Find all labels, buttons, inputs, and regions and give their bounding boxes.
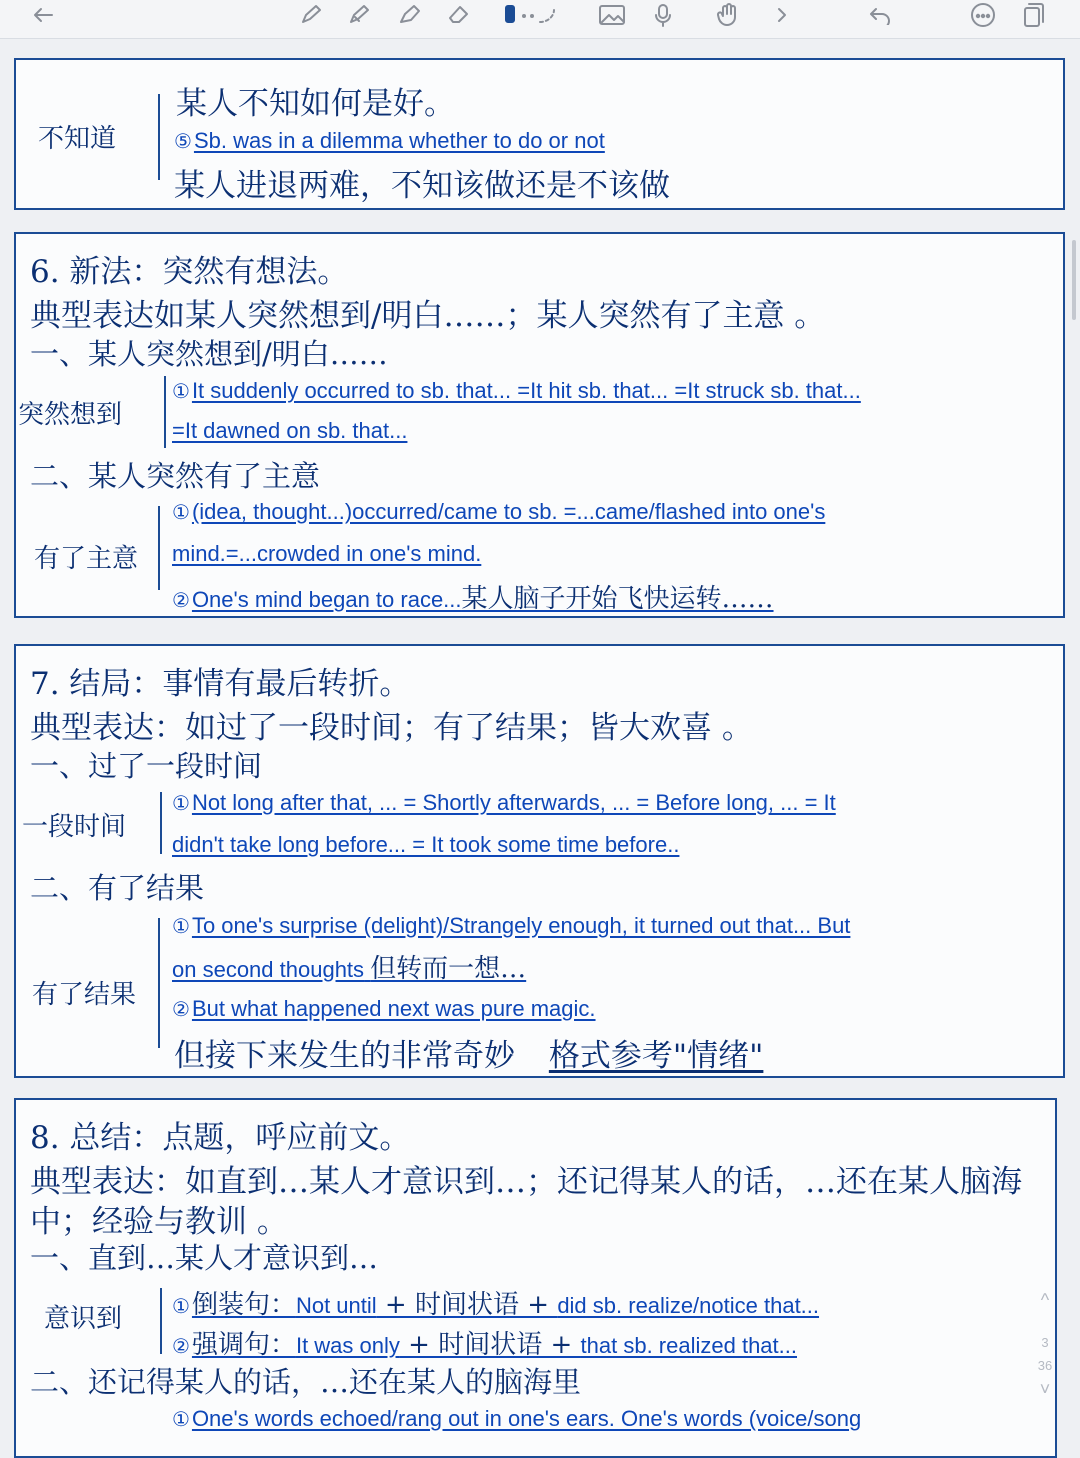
hand-icon[interactable]	[712, 0, 744, 30]
item-text: One's words echoed/rang out in one's ears. One's words (voice/song	[191, 1406, 862, 1431]
item-label: 倒装句：	[191, 1290, 296, 1320]
item-connector: + 时间状语 +	[376, 1290, 558, 1320]
item-chinese: 但接下来发生的非常奇妙	[174, 1038, 515, 1074]
image-icon[interactable]	[596, 0, 628, 30]
item-number: ①	[172, 381, 190, 403]
item-connector: + 时间状语 +	[399, 1330, 581, 1360]
section-8-bracket-1	[160, 1288, 162, 1354]
item-text: It suddenly occurred to sb. that... =It hit sb. that... =It struck sb. that...	[191, 378, 861, 403]
item-label: 强调句：	[191, 1330, 296, 1360]
section-8-item-2	[172, 1324, 797, 1361]
item-text: To one's surprise (delight)/Strangely enough, it turned out that... But	[191, 913, 851, 938]
section-6-typical: 典型表达如某人突然想到/明白……；某人突然有了主意 。	[30, 298, 826, 334]
section-6-side-1: 突然想到	[18, 400, 123, 430]
section-6-item-1-line-2: =It dawned on sb. that...	[172, 418, 408, 443]
item-number: ①	[172, 1296, 190, 1318]
section-5-item-5	[174, 128, 605, 154]
page-up-icon[interactable]: ^	[1040, 1290, 1050, 1310]
highlighter-icon[interactable]	[344, 0, 376, 30]
lasso-icon[interactable]	[500, 0, 560, 30]
back-arrow-icon[interactable]	[28, 0, 58, 30]
section-5-bracket	[158, 94, 160, 180]
item-number: ①	[172, 502, 190, 524]
microphone-icon[interactable]	[648, 0, 678, 30]
section-7-side-2: 有了结果	[32, 980, 137, 1010]
section-5-top-line: 某人不知如何是好。	[176, 86, 455, 122]
more-icon[interactable]	[966, 0, 1000, 30]
item-text: did sb. realize/notice that...	[557, 1293, 820, 1318]
section-6-bracket-1	[164, 376, 166, 448]
section-6-item-2-line-1	[172, 499, 825, 525]
section-5-side-label: 不知道	[38, 124, 117, 154]
section-7-item-3	[172, 996, 596, 1022]
toolbar	[0, 0, 1080, 39]
section-6-item-3	[172, 578, 774, 615]
section-8-typical-2: 中；经验与教训 。	[30, 1204, 288, 1240]
section-6-bracket-2	[158, 506, 160, 590]
item-text: on second thoughts	[172, 957, 365, 982]
current-page: 3	[1041, 1335, 1049, 1350]
item-text: Not long after that, ... = Shortly afterwards, ... = Before long, ... = It	[191, 790, 836, 815]
pages-icon[interactable]	[1016, 0, 1050, 30]
page-indicator	[1028, 1290, 1062, 1400]
section-8-title: 8. 总结：点题，呼应前文。	[30, 1120, 411, 1156]
item-number: ①	[172, 916, 190, 938]
item-text: Sb. was in a dilemma whether to do or not	[193, 128, 605, 153]
item-number: ⑤	[174, 131, 192, 153]
item-number: ①	[172, 793, 190, 815]
page-down-icon[interactable]: ˅	[1039, 1379, 1051, 1399]
vertical-scrollbar[interactable]	[1072, 240, 1076, 320]
section-6-side-2: 有了主意	[34, 544, 139, 574]
section-8-typical-1: 典型表达：如直到…某人才意识到…；还记得某人的话，…还在某人脑海	[30, 1164, 1022, 1200]
item-text: It was only	[295, 1333, 400, 1358]
section-7-item-1-line-1	[172, 790, 836, 816]
item-text: that sb. realized that...	[580, 1333, 797, 1358]
section-7-item-1-line-2: didn't take long before... = It took some time before..	[172, 832, 680, 857]
section-7-item-2-line-2	[172, 948, 526, 985]
pen-icon[interactable]	[296, 0, 328, 30]
section-6-sub-1: 一、某人突然想到/明白……	[30, 337, 388, 371]
chevron-right-icon[interactable]	[770, 0, 794, 30]
total-pages: 36	[1037, 1358, 1053, 1373]
eraser-icon[interactable]	[444, 0, 476, 30]
section-7-sub-2: 二、有了结果	[30, 871, 205, 905]
section-8-side-1: 意识到	[44, 1304, 123, 1334]
section-8-sub-1: 一、直到…某人才意识到…	[30, 1241, 379, 1275]
section-7-title: 7. 结局：事情有最后转折。	[30, 666, 411, 702]
section-6-title: 6. 新法：突然有想法。	[30, 254, 349, 290]
item-number: ①	[172, 1409, 190, 1431]
section-5-cn-line: 某人进退两难，不知该做还是不该做	[174, 168, 670, 204]
section-8-item-3	[172, 1406, 1012, 1432]
format-reference: 格式参考"情绪"	[548, 1038, 764, 1074]
section-7-side-1: 一段时间	[22, 812, 127, 842]
section-7-item-3-chinese	[174, 1030, 763, 1075]
item-number: ②	[172, 590, 190, 612]
undo-icon[interactable]	[864, 0, 896, 30]
item-chinese: 但转而一想…	[370, 954, 527, 984]
item-chinese: 某人脑子开始飞快运转……	[461, 584, 774, 614]
item-text: But what happened next was pure magic.	[191, 996, 596, 1021]
section-6-item-1-line-1	[172, 378, 861, 404]
item-text: Not until	[295, 1293, 377, 1318]
section-7-typical: 典型表达：如过了一段时间；有了结果；皆大欢喜 。	[30, 710, 753, 746]
section-7-sub-1: 一、过了一段时间	[30, 749, 263, 783]
item-number: ②	[172, 999, 190, 1021]
section-7-bracket-2	[158, 918, 160, 1048]
item-text: One's mind began to race...	[191, 587, 462, 612]
section-6-item-2-line-2: mind.=...crowded in one's mind.	[172, 541, 482, 566]
section-8-sub-2: 二、还记得某人的话，…还在某人的脑海里	[30, 1365, 582, 1399]
section-7-item-2-line-1	[172, 913, 850, 939]
section-6-sub-2: 二、某人突然有了主意	[30, 459, 321, 493]
item-text: (idea, thought...)occurred/came to sb. =...came/flashed into one's	[191, 499, 826, 524]
section-7-bracket-1	[160, 792, 162, 854]
item-number: ②	[172, 1336, 190, 1358]
section-8-item-1	[172, 1284, 819, 1321]
marker-icon[interactable]	[394, 0, 426, 30]
